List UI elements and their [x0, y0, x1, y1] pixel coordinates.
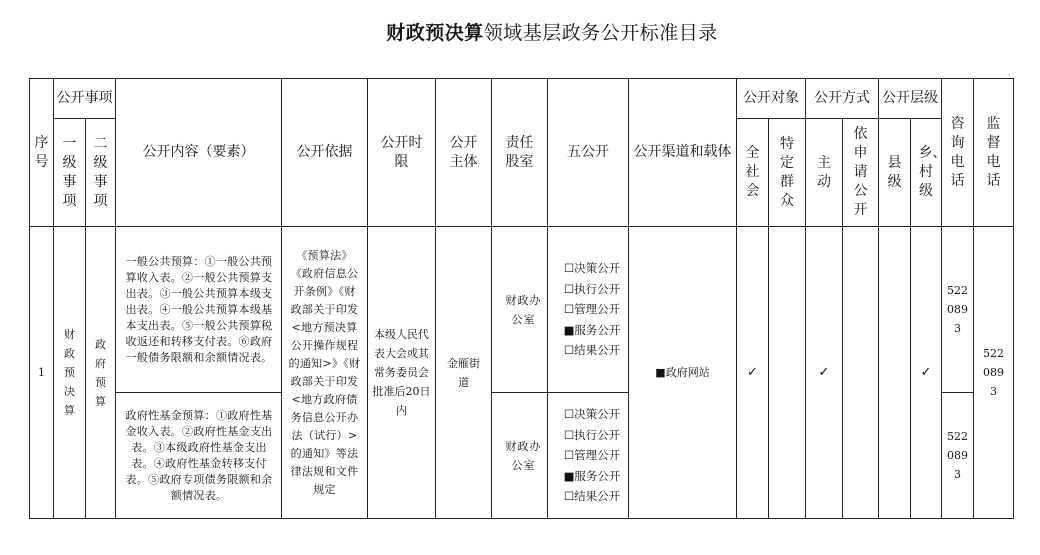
cell-five-b [548, 393, 629, 519]
five-item: ☐决策公开 [563, 407, 621, 422]
header-five: 五公开 [548, 79, 629, 227]
five-item: ■服务公开 [563, 468, 621, 483]
cell-consult-a: 5220893 [942, 227, 974, 393]
five-item: ☐决策公开 [563, 261, 621, 276]
cell-dept-a: 财政办公室 [492, 227, 548, 393]
header-level: 公开层级 [879, 79, 942, 119]
header-level-town: 乡、村级 [911, 119, 942, 227]
header-basis: 公开依据 [282, 79, 368, 227]
five-item: ☐结果公开 [563, 489, 621, 504]
cell-content-fund: 政府性基金预算：①政府性基金收入表。②政府性基金支出表。③本级政府性基金支出表。④政府性基金转移支付表。⑤政府专项债务限额和余额情况表。 [116, 393, 282, 519]
five-item: ☐管理公开 [563, 302, 621, 317]
page-title [0, 18, 1040, 45]
header-method-apply: 依申请公开 [843, 119, 879, 227]
header-object: 公开对象 [737, 79, 806, 119]
header-row-1 [30, 79, 1014, 119]
header-level2: 二级事项 [86, 119, 116, 227]
header-supervise: 监督电话 [974, 79, 1014, 227]
header-object-all: 全社会 [737, 119, 769, 227]
catalog-table [29, 78, 1014, 519]
cell-channel: ■政府网站 [629, 227, 737, 519]
header-level-county: 县级 [879, 119, 911, 227]
cell-object-group [769, 227, 806, 519]
header-object-group: 特定群众 [769, 119, 806, 227]
cell-subject: 金雁街道 [436, 227, 492, 519]
cell-level2: 政府预算 [86, 227, 116, 519]
cell-time: 本级人民代表大会或其常务委员会批准后20日内 [368, 227, 436, 519]
cell-five-a [548, 227, 629, 393]
cell-supervise: 5220893 [974, 227, 1014, 519]
cell-consult-b: 5220893 [942, 393, 974, 519]
cell-content-general: 一般公共预算：①一般公共预算收入表。②一般公共预算支出表。③一般公共预算本级支出表。④一般公共预算本级基本支出表。⑤一般公共预算税收返还和转移支付表。⑥政府一般债务限额和余额情况表。 [116, 227, 282, 393]
title-bold: 财政预决算 [386, 22, 484, 44]
header-item: 公开事项 [54, 79, 116, 119]
cell-level1: 财政预决算 [54, 227, 86, 519]
cell-method-active: ✓ [806, 227, 843, 519]
cell-level-town: ✓ [911, 227, 942, 519]
five-item: ☐结果公开 [563, 343, 621, 358]
header-channel: 公开渠道和载体 [629, 79, 737, 227]
header-dept: 责任股室 [492, 79, 548, 227]
header-level1: 一级事项 [54, 119, 86, 227]
header-method-active: 主动 [806, 119, 843, 227]
header-method: 公开方式 [806, 79, 879, 119]
header-consult: 咨询电话 [942, 79, 974, 227]
cell-seq: 1 [30, 227, 54, 519]
title-rest: 领域基层政务公开标准目录 [483, 22, 718, 44]
five-item: ☐执行公开 [563, 427, 621, 442]
five-item: ☐执行公开 [563, 281, 621, 296]
cell-object-all: ✓ [737, 227, 769, 519]
header-time: 公开时限 [368, 79, 436, 227]
header-seq: 序号 [30, 79, 54, 227]
header-content: 公开内容（要素） [116, 79, 282, 227]
data-row-1a [30, 227, 1014, 393]
cell-dept-b: 财政办公室 [492, 393, 548, 519]
cell-method-apply [843, 227, 879, 519]
header-subject: 公开主体 [436, 79, 492, 227]
cell-level-county [879, 227, 911, 519]
five-item: ☐管理公开 [563, 448, 621, 463]
cell-basis: 《预算法》《政府信息公开条例》《财政部关于印发<地方预决算公开操作规程的通知>》《财政部关于印发<地方政府债务信息公开办法（试行）>的通知》等法律法规和文件规定 [282, 227, 368, 519]
five-item: ■服务公开 [563, 322, 621, 337]
